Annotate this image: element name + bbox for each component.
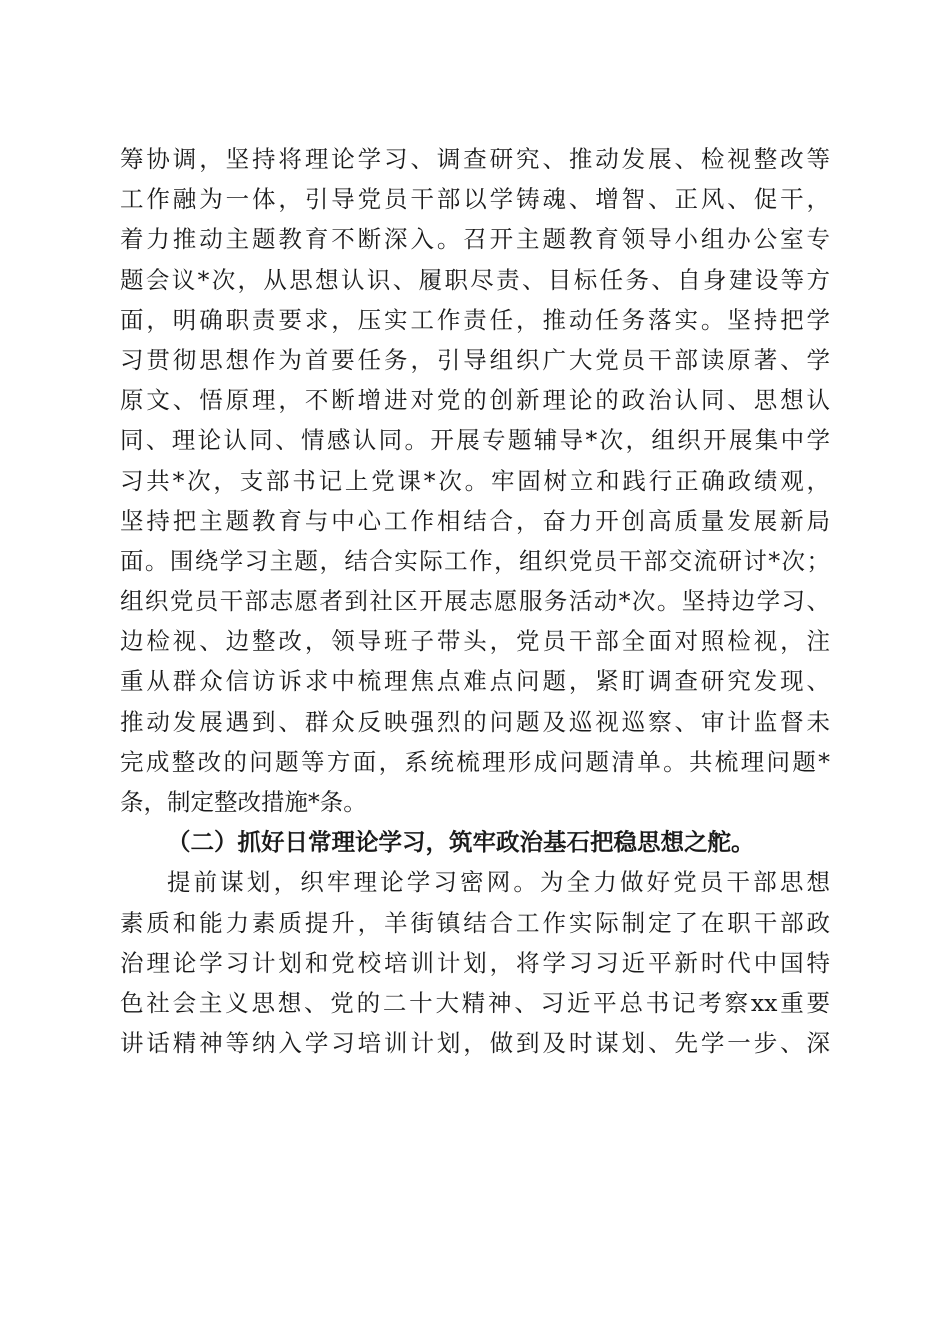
text-line: 工作融为一体，引导党员干部以学铸魂、增智、正风、促干，: [120, 185, 830, 214]
text-line: 治理论学习计划和党校培训计划，将学习习近平新时代中国特: [120, 948, 830, 977]
text-line: 同、理论认同、情感认同。开展专题辅导*次，组织开展集中学: [120, 426, 830, 455]
text-line: 完成整改的问题等方面，系统梳理形成问题清单。共梳理问题*: [120, 747, 830, 776]
text-line: 坚持把主题教育与中心工作相结合，奋力开创高质量发展新局: [120, 506, 830, 535]
document-body: [120, 139, 830, 1063]
text-line: 色社会主义思想、党的二十大精神、习近平总书记考察xx重要: [120, 988, 830, 1017]
text-line: 筹协调，坚持将理论学习、调查研究、推动发展、检视整改等: [120, 145, 830, 173]
text-line: 讲话精神等纳入学习培训计划，做到及时谋划、先学一步、深: [120, 1029, 830, 1058]
text-line: 边检视、边整改，领导班子带头，党员干部全面对照检视，注: [120, 627, 830, 656]
text-line: 习贯彻思想作为首要任务，引导组织广大党员干部读原著、学: [120, 345, 830, 374]
text-line: 提前谋划，织牢理论学习密网。为全力做好党员干部思想: [167, 868, 830, 897]
text-line: 组织党员干部志愿者到社区开展志愿服务活动*次。坚持边学习、: [120, 587, 830, 616]
text-line: 原文、悟原理，不断增进对党的创新理论的政治认同、思想认: [120, 386, 830, 415]
text-line: 着力推动主题教育不断深入。召开主题教育领导小组办公室专: [120, 225, 830, 254]
paragraph-2: [120, 862, 830, 1063]
text-line: 面。围绕学习主题，结合实际工作，组织党员干部交流研讨*次；: [120, 546, 830, 575]
text-line: 面，明确职责要求，压实工作责任，推动任务落实。坚持把学: [120, 305, 830, 334]
text-line: 条，制定整改措施*条。: [120, 788, 367, 816]
text-line: 素质和能力素质提升，羊街镇结合工作实际制定了在职干部政: [120, 908, 830, 937]
text-line: 习共*次，支部书记上党课*次。牢固树立和践行正确政绩观，: [120, 466, 830, 495]
text-line: 重从群众信访诉求中梳理焦点难点问题，紧盯调查研究发现、: [120, 667, 830, 696]
paragraph-1: [120, 139, 830, 822]
section-heading: （二）抓好日常理论学习，筑牢政治基石把稳思想之舵。: [167, 828, 755, 857]
text-line: 题会议*次，从思想认识、履职尽责、目标任务、自身建设等方: [120, 265, 830, 294]
text-line: 推动发展遇到、群众反映强烈的问题及巡视巡察、审计监督未: [120, 707, 830, 736]
